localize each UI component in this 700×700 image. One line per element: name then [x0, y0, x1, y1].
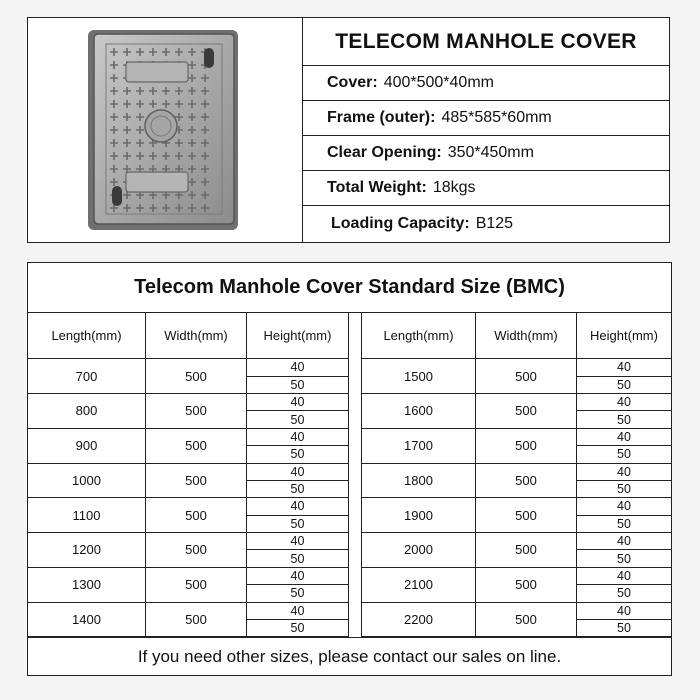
length-cell: 800	[28, 394, 146, 429]
height-cell: 40	[577, 533, 671, 551]
column-header: Length(mm)	[362, 313, 476, 359]
spec-value: 350*450mm	[447, 144, 534, 161]
width-cell: 500	[476, 602, 577, 637]
width-cell: 500	[146, 463, 247, 498]
footer-note: If you need other sizes, please contact our sales on line.	[28, 637, 671, 675]
length-cell: 2200	[362, 602, 476, 637]
height-cell: 50	[577, 585, 671, 603]
height-cell: 50	[247, 585, 348, 603]
height-cell: 50	[577, 516, 671, 534]
height-cell: 50	[247, 446, 348, 464]
length-cell: 900	[28, 429, 146, 464]
length-cell: 1400	[28, 602, 146, 637]
column-header: Width(mm)	[146, 313, 247, 359]
width-cell: 500	[146, 568, 247, 603]
spec-value: B125	[475, 215, 514, 232]
column-header: Height(mm)	[247, 313, 348, 359]
product-photo	[28, 18, 303, 242]
width-cell: 500	[476, 463, 577, 498]
table-row	[362, 568, 671, 603]
height-cell: 50	[577, 550, 671, 568]
table-row	[362, 359, 671, 394]
table-row	[362, 498, 671, 533]
height-cell: 40	[247, 568, 348, 586]
height-cell: 40	[577, 463, 671, 481]
length-cell: 1900	[362, 498, 476, 533]
height-cell: 40	[577, 498, 671, 516]
table-row	[362, 463, 671, 498]
size-table-title: Telecom Manhole Cover Standard Size (BMC)	[28, 263, 671, 313]
spec-row-weight	[303, 171, 669, 206]
height-cell: 40	[577, 429, 671, 447]
width-cell: 500	[476, 359, 577, 394]
width-cell: 500	[146, 533, 247, 568]
width-cell: 500	[146, 602, 247, 637]
spec-label: Loading Capacity:	[331, 215, 470, 232]
width-cell: 500	[476, 498, 577, 533]
spec-label: Frame (outer):	[327, 109, 436, 126]
height-cell: 40	[577, 602, 671, 620]
spec-value: 485*585*60mm	[441, 109, 552, 126]
length-cell: 1600	[362, 394, 476, 429]
length-cell: 700	[28, 359, 146, 394]
table-row	[362, 602, 671, 637]
spec-row-clear-opening	[303, 136, 669, 171]
table-row	[28, 498, 348, 533]
spec-value: 18kgs	[432, 179, 476, 196]
width-cell: 500	[476, 429, 577, 464]
table-row	[28, 568, 348, 603]
height-cell: 50	[577, 411, 671, 429]
width-cell: 500	[146, 359, 247, 394]
spec-row-cover	[303, 66, 669, 101]
height-cell: 50	[577, 446, 671, 464]
height-cell: 40	[247, 498, 348, 516]
length-cell: 2000	[362, 533, 476, 568]
column-header: Height(mm)	[577, 313, 671, 359]
height-cell: 40	[247, 429, 348, 447]
height-cell: 40	[247, 359, 348, 377]
height-cell: 40	[247, 463, 348, 481]
size-table-panel	[27, 262, 672, 676]
height-cell: 40	[247, 394, 348, 412]
spec-value: 400*500*40mm	[383, 74, 494, 91]
spec-title: TELECOM MANHOLE COVER	[303, 18, 669, 66]
width-cell: 500	[476, 533, 577, 568]
height-cell: 40	[247, 602, 348, 620]
length-cell: 1300	[28, 568, 146, 603]
manhole-cover-image	[28, 18, 302, 242]
spec-label: Total Weight:	[327, 179, 427, 196]
width-cell: 500	[146, 394, 247, 429]
height-cell: 50	[577, 377, 671, 395]
spec-row-loading	[303, 206, 669, 242]
height-cell: 50	[247, 516, 348, 534]
table-row	[28, 359, 348, 394]
width-cell: 500	[146, 498, 247, 533]
height-cell: 40	[577, 568, 671, 586]
height-cell: 50	[577, 620, 671, 638]
height-cell: 50	[247, 620, 348, 638]
height-cell: 40	[577, 394, 671, 412]
width-cell: 500	[476, 394, 577, 429]
spec-panel	[27, 17, 670, 243]
table-divider	[348, 313, 362, 637]
table-row	[362, 533, 671, 568]
spec-table	[303, 18, 669, 242]
table-row	[28, 533, 348, 568]
length-cell: 1800	[362, 463, 476, 498]
height-cell: 40	[247, 533, 348, 551]
height-cell: 50	[247, 550, 348, 568]
height-cell: 50	[577, 481, 671, 499]
column-header: Width(mm)	[476, 313, 577, 359]
height-cell: 50	[247, 481, 348, 499]
spec-label: Clear Opening:	[327, 144, 442, 161]
height-cell: 50	[247, 377, 348, 395]
spec-row-frame	[303, 101, 669, 136]
length-cell: 1700	[362, 429, 476, 464]
height-cell: 40	[577, 359, 671, 377]
length-cell: 2100	[362, 568, 476, 603]
table-row	[28, 463, 348, 498]
length-cell: 1200	[28, 533, 146, 568]
length-cell: 1500	[362, 359, 476, 394]
length-cell: 1000	[28, 463, 146, 498]
table-row	[362, 394, 671, 429]
width-cell: 500	[146, 429, 247, 464]
table-row	[28, 394, 348, 429]
table-row	[28, 429, 348, 464]
spec-label: Cover:	[327, 74, 378, 91]
width-cell: 500	[476, 568, 577, 603]
table-row	[362, 429, 671, 464]
table-row	[28, 602, 348, 637]
length-cell: 1100	[28, 498, 146, 533]
column-header: Length(mm)	[28, 313, 146, 359]
height-cell: 50	[247, 411, 348, 429]
